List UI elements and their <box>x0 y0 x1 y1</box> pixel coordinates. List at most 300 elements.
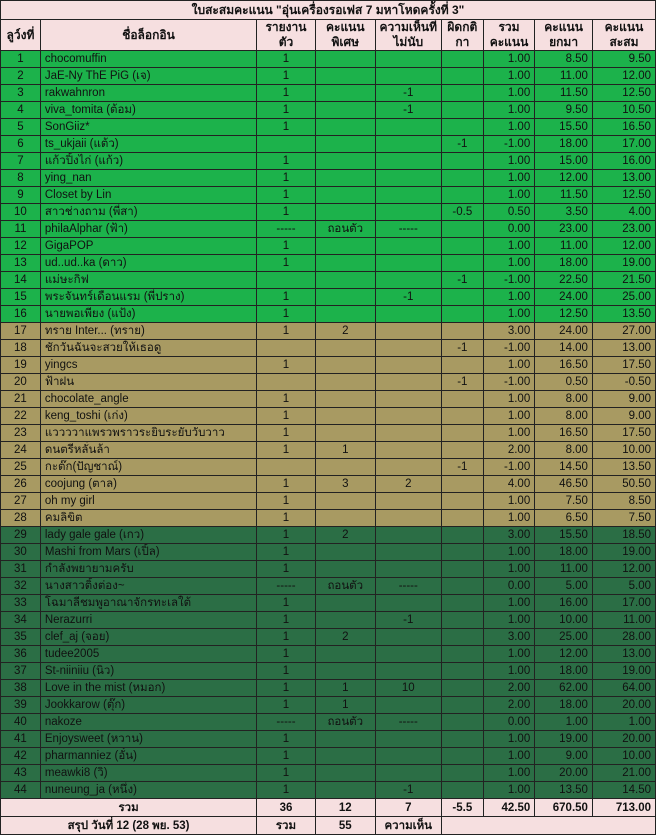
bonus-cell <box>315 306 375 323</box>
report-cell: 1 <box>257 544 316 561</box>
login-name: ฟ้าฝน <box>40 374 256 391</box>
table-row <box>1 323 656 340</box>
login-name: นางสาวติ้งต่อง~ <box>40 578 256 595</box>
login-name: yingcs <box>40 357 256 374</box>
report-cell: ----- <box>257 221 316 238</box>
table-row <box>1 765 656 782</box>
table-row <box>1 119 656 136</box>
report-cell: 1 <box>257 510 316 527</box>
carried-cell: 24.00 <box>535 323 593 340</box>
accum-cell: 10.50 <box>592 102 655 119</box>
login-name: ชักวันฉันจะสวยให้เธอดู <box>40 340 256 357</box>
report-cell: 1 <box>257 442 316 459</box>
table-row <box>1 561 656 578</box>
summary-label: สรุป วันที่ 12 (28 พย. 53) <box>1 817 257 835</box>
table-row <box>1 391 656 408</box>
report-cell: 1 <box>257 765 316 782</box>
row-number: 30 <box>1 544 41 561</box>
accum-cell: 19.00 <box>592 663 655 680</box>
report-cell <box>257 340 316 357</box>
login-name: คมลิขิต <box>40 510 256 527</box>
login-name: Enjoysweet (หวาน) <box>40 731 256 748</box>
carried-cell: 8.00 <box>535 442 593 459</box>
table-row <box>1 238 656 255</box>
penalty-cell <box>441 663 483 680</box>
bonus-cell: 2 <box>315 527 375 544</box>
total-cell: 1.00 <box>483 170 534 187</box>
row-number: 37 <box>1 663 41 680</box>
carried-cell: 18.00 <box>535 697 593 714</box>
penalty-cell <box>441 680 483 697</box>
uncounted-cell <box>375 459 441 476</box>
total-cell: -1.00 <box>483 272 534 289</box>
report-cell: 1 <box>257 306 316 323</box>
accum-cell: 20.00 <box>592 731 655 748</box>
carried-cell: 18.00 <box>535 544 593 561</box>
carried-cell: 46.50 <box>535 476 593 493</box>
uncounted-cell <box>375 391 441 408</box>
accum-cell: 50.50 <box>592 476 655 493</box>
totals-accum: 713.00 <box>592 799 655 817</box>
header-total: รวมคะแนน <box>483 20 534 51</box>
carried-cell: 1.00 <box>535 714 593 731</box>
row-number: 36 <box>1 646 41 663</box>
total-cell: 0.00 <box>483 578 534 595</box>
bonus-cell: ถอนตัว <box>315 714 375 731</box>
uncounted-cell <box>375 561 441 578</box>
carried-cell: 16.50 <box>535 357 593 374</box>
bonus-cell: 2 <box>315 629 375 646</box>
penalty-cell <box>441 476 483 493</box>
table-row <box>1 153 656 170</box>
accum-cell: 5.00 <box>592 578 655 595</box>
uncounted-cell <box>375 425 441 442</box>
accum-cell: 19.00 <box>592 255 655 272</box>
uncounted-cell: -1 <box>375 102 441 119</box>
carried-cell: 62.00 <box>535 680 593 697</box>
report-cell: 1 <box>257 289 316 306</box>
uncounted-cell <box>375 663 441 680</box>
header-penalty: ผิดกติกา <box>441 20 483 51</box>
login-name: นายพอเพียง (แป้ง) <box>40 306 256 323</box>
accum-cell: 1.00 <box>592 714 655 731</box>
penalty-cell <box>441 119 483 136</box>
total-cell: 1.00 <box>483 782 534 799</box>
row-number: 9 <box>1 187 41 204</box>
table-row <box>1 646 656 663</box>
uncounted-cell <box>375 323 441 340</box>
carried-cell: 5.00 <box>535 578 593 595</box>
bonus-cell <box>315 748 375 765</box>
login-name: กะต๊ก(ปัญชาณ์) <box>40 459 256 476</box>
uncounted-cell: -1 <box>375 289 441 306</box>
total-cell: 1.00 <box>483 102 534 119</box>
penalty-cell <box>441 629 483 646</box>
total-cell: 1.00 <box>483 255 534 272</box>
row-number: 19 <box>1 357 41 374</box>
row-number: 20 <box>1 374 41 391</box>
accum-cell: 13.00 <box>592 170 655 187</box>
penalty-cell <box>441 238 483 255</box>
total-cell: 1.00 <box>483 289 534 306</box>
penalty-cell <box>441 391 483 408</box>
penalty-cell <box>441 748 483 765</box>
row-number: 3 <box>1 85 41 102</box>
table-row <box>1 442 656 459</box>
uncounted-cell <box>375 187 441 204</box>
report-cell: 1 <box>257 646 316 663</box>
bonus-cell <box>315 255 375 272</box>
carried-cell: 12.50 <box>535 306 593 323</box>
accum-cell: 10.00 <box>592 442 655 459</box>
login-name: nakoze <box>40 714 256 731</box>
total-cell: 0.50 <box>483 204 534 221</box>
bonus-cell <box>315 102 375 119</box>
uncounted-cell <box>375 255 441 272</box>
report-cell: 1 <box>257 408 316 425</box>
accum-cell: 17.00 <box>592 595 655 612</box>
uncounted-cell <box>375 731 441 748</box>
accum-cell: 11.00 <box>592 612 655 629</box>
carried-cell: 8.50 <box>535 51 593 68</box>
penalty-cell: -1 <box>441 136 483 153</box>
login-name: keng_toshi (เก่ง) <box>40 408 256 425</box>
totals-carried: 670.50 <box>535 799 593 817</box>
total-cell: 0.00 <box>483 221 534 238</box>
total-cell: 1.00 <box>483 153 534 170</box>
penalty-cell <box>441 765 483 782</box>
total-cell: 1.00 <box>483 544 534 561</box>
accum-cell: 18.50 <box>592 527 655 544</box>
penalty-cell <box>441 595 483 612</box>
bonus-cell <box>315 731 375 748</box>
table-row <box>1 425 656 442</box>
login-name: SonGiiz* <box>40 119 256 136</box>
penalty-cell <box>441 527 483 544</box>
total-cell: 1.00 <box>483 119 534 136</box>
uncounted-cell: -1 <box>375 85 441 102</box>
carried-cell: 6.50 <box>535 510 593 527</box>
bonus-cell <box>315 561 375 578</box>
carried-cell: 19.00 <box>535 731 593 748</box>
row-number: 13 <box>1 255 41 272</box>
total-cell: 1.00 <box>483 68 534 85</box>
bonus-cell: 2 <box>315 323 375 340</box>
row-number: 2 <box>1 68 41 85</box>
penalty-cell <box>441 425 483 442</box>
accum-cell: 21.50 <box>592 272 655 289</box>
accum-cell: 16.50 <box>592 119 655 136</box>
row-number: 10 <box>1 204 41 221</box>
row-number: 33 <box>1 595 41 612</box>
row-number: 5 <box>1 119 41 136</box>
table-row <box>1 459 656 476</box>
bonus-cell: 1 <box>315 680 375 697</box>
login-name: tudee2005 <box>40 646 256 663</box>
report-cell: 1 <box>257 85 316 102</box>
penalty-cell <box>441 408 483 425</box>
sheet-title: ใบสะสมคะแนน "อุ่นเครื่องรอเฟส 7 มหาโหดครั้งที่ 3" <box>1 1 656 20</box>
report-cell: 1 <box>257 663 316 680</box>
penalty-cell <box>441 255 483 272</box>
total-cell: 1.00 <box>483 51 534 68</box>
total-cell: 2.00 <box>483 697 534 714</box>
row-number: 4 <box>1 102 41 119</box>
report-cell <box>257 374 316 391</box>
uncounted-cell <box>375 442 441 459</box>
bonus-cell <box>315 544 375 561</box>
report-cell: 1 <box>257 255 316 272</box>
report-cell: 1 <box>257 561 316 578</box>
login-name: chocolate_angle <box>40 391 256 408</box>
carried-cell: 10.00 <box>535 612 593 629</box>
carried-cell: 9.50 <box>535 102 593 119</box>
uncounted-cell <box>375 748 441 765</box>
total-cell: 1.00 <box>483 493 534 510</box>
row-number: 34 <box>1 612 41 629</box>
summary-blank <box>441 817 655 835</box>
carried-cell: 12.00 <box>535 646 593 663</box>
accum-cell: 8.50 <box>592 493 655 510</box>
table-row <box>1 714 656 731</box>
penalty-cell <box>441 221 483 238</box>
table-row <box>1 578 656 595</box>
row-number: 25 <box>1 459 41 476</box>
report-cell: 1 <box>257 731 316 748</box>
uncounted-cell: ----- <box>375 714 441 731</box>
row-number: 22 <box>1 408 41 425</box>
report-cell: ----- <box>257 714 316 731</box>
login-name: GigaPOP <box>40 238 256 255</box>
row-number: 26 <box>1 476 41 493</box>
total-cell: -1.00 <box>483 136 534 153</box>
row-number: 39 <box>1 697 41 714</box>
table-row <box>1 68 656 85</box>
total-cell: 1.00 <box>483 731 534 748</box>
penalty-cell <box>441 442 483 459</box>
penalty-cell <box>441 544 483 561</box>
carried-cell: 8.00 <box>535 391 593 408</box>
accum-cell: 23.00 <box>592 221 655 238</box>
total-cell: 1.00 <box>483 391 534 408</box>
penalty-cell <box>441 289 483 306</box>
table-row <box>1 629 656 646</box>
header-uncounted: ความเห็นที่ไม่นับ <box>375 20 441 51</box>
total-cell: 1.00 <box>483 187 534 204</box>
table-row <box>1 697 656 714</box>
penalty-cell <box>441 357 483 374</box>
report-cell: 1 <box>257 187 316 204</box>
table-row <box>1 204 656 221</box>
table-row <box>1 357 656 374</box>
uncounted-cell <box>375 374 441 391</box>
report-cell <box>257 272 316 289</box>
login-name: ying_nan <box>40 170 256 187</box>
accum-cell: 19.00 <box>592 544 655 561</box>
carried-cell: 15.50 <box>535 119 593 136</box>
report-cell: 1 <box>257 612 316 629</box>
header-no: ลูว์งที่ <box>1 20 41 51</box>
report-cell: 1 <box>257 102 316 119</box>
uncounted-cell <box>375 510 441 527</box>
bonus-cell <box>315 391 375 408</box>
bonus-cell <box>315 85 375 102</box>
total-cell: 2.00 <box>483 442 534 459</box>
uncounted-cell <box>375 527 441 544</box>
login-name: Love in the mist (หมอก) <box>40 680 256 697</box>
login-name: กำลังพยายามครับ <box>40 561 256 578</box>
bonus-cell <box>315 272 375 289</box>
row-number: 6 <box>1 136 41 153</box>
report-cell: 1 <box>257 357 316 374</box>
table-row <box>1 51 656 68</box>
login-name: แม่ษะกิฟ <box>40 272 256 289</box>
table-row <box>1 85 656 102</box>
login-name: Closet by Lin <box>40 187 256 204</box>
table-row <box>1 544 656 561</box>
uncounted-cell <box>375 119 441 136</box>
table-row <box>1 102 656 119</box>
total-cell: 1.00 <box>483 663 534 680</box>
row-number: 1 <box>1 51 41 68</box>
carried-cell: 11.00 <box>535 68 593 85</box>
accum-cell: 13.50 <box>592 306 655 323</box>
report-cell: 1 <box>257 493 316 510</box>
totals-uncounted: 7 <box>375 799 441 817</box>
carried-cell: 23.00 <box>535 221 593 238</box>
row-number: 44 <box>1 782 41 799</box>
report-cell: ----- <box>257 578 316 595</box>
carried-cell: 18.00 <box>535 663 593 680</box>
login-name: Jookkarow (ตุ๊ก) <box>40 697 256 714</box>
totals-total: 42.50 <box>483 799 534 817</box>
row-number: 43 <box>1 765 41 782</box>
bonus-cell <box>315 374 375 391</box>
total-cell: 1.00 <box>483 85 534 102</box>
totals-label: รวม <box>1 799 257 817</box>
login-name: โฉมาลีชมพูอาณาจักรทะเลใต้ <box>40 595 256 612</box>
summary-sum-value: 55 <box>315 817 375 835</box>
report-cell: 1 <box>257 153 316 170</box>
totals-row <box>1 799 656 817</box>
report-cell: 1 <box>257 238 316 255</box>
row-number: 32 <box>1 578 41 595</box>
login-name: pharmanniez (อั๋น) <box>40 748 256 765</box>
bonus-cell <box>315 357 375 374</box>
header-bonus: คะแนนพิเศษ <box>315 20 375 51</box>
header-accum: คะแนนสะสม <box>592 20 655 51</box>
uncounted-cell <box>375 697 441 714</box>
carried-cell: 11.00 <box>535 238 593 255</box>
login-name: clef_aj (จอย) <box>40 629 256 646</box>
row-number: 8 <box>1 170 41 187</box>
carried-cell: 11.00 <box>535 561 593 578</box>
row-number: 29 <box>1 527 41 544</box>
table-row <box>1 680 656 697</box>
bonus-cell <box>315 136 375 153</box>
bonus-cell: ถอนตัว <box>315 578 375 595</box>
total-cell: 1.00 <box>483 357 534 374</box>
bonus-cell: 3 <box>315 476 375 493</box>
total-cell: 2.00 <box>483 680 534 697</box>
accum-cell: 17.50 <box>592 357 655 374</box>
bonus-cell <box>315 187 375 204</box>
header-carried: คะแนนยกมา <box>535 20 593 51</box>
uncounted-cell <box>375 68 441 85</box>
bonus-cell <box>315 425 375 442</box>
login-name: coojung (ตาล) <box>40 476 256 493</box>
uncounted-cell <box>375 493 441 510</box>
total-cell: 3.00 <box>483 527 534 544</box>
uncounted-cell: 2 <box>375 476 441 493</box>
bonus-cell: 1 <box>315 697 375 714</box>
total-cell: 0.00 <box>483 714 534 731</box>
totals-bonus: 12 <box>315 799 375 817</box>
accum-cell: 16.00 <box>592 153 655 170</box>
carried-cell: 18.00 <box>535 255 593 272</box>
table-row <box>1 595 656 612</box>
bonus-cell <box>315 119 375 136</box>
accum-cell: 12.00 <box>592 68 655 85</box>
bonus-cell: 1 <box>315 442 375 459</box>
accum-cell: 9.50 <box>592 51 655 68</box>
login-name: oh my girl <box>40 493 256 510</box>
row-number: 31 <box>1 561 41 578</box>
bonus-cell <box>315 170 375 187</box>
uncounted-cell <box>375 595 441 612</box>
accum-cell: 28.00 <box>592 629 655 646</box>
penalty-cell <box>441 306 483 323</box>
total-cell: -1.00 <box>483 340 534 357</box>
login-name: ดนตรีหลั่นล้า <box>40 442 256 459</box>
table-row <box>1 493 656 510</box>
report-cell: 1 <box>257 476 316 493</box>
penalty-cell <box>441 493 483 510</box>
row-number: 12 <box>1 238 41 255</box>
uncounted-cell <box>375 765 441 782</box>
summary-sum-label: รวม <box>257 817 316 835</box>
report-cell: 1 <box>257 748 316 765</box>
penalty-cell <box>441 646 483 663</box>
uncounted-cell <box>375 238 441 255</box>
carried-cell: 12.00 <box>535 170 593 187</box>
report-cell: 1 <box>257 204 316 221</box>
row-number: 42 <box>1 748 41 765</box>
carried-cell: 0.50 <box>535 374 593 391</box>
penalty-cell <box>441 697 483 714</box>
table-row <box>1 306 656 323</box>
carried-cell: 22.50 <box>535 272 593 289</box>
login-name: Nerazurri <box>40 612 256 629</box>
uncounted-cell <box>375 629 441 646</box>
carried-cell: 15.50 <box>535 527 593 544</box>
summary-row <box>1 817 656 835</box>
totals-report: 36 <box>257 799 316 817</box>
carried-cell: 13.50 <box>535 782 593 799</box>
total-cell: 1.00 <box>483 561 534 578</box>
report-cell: 1 <box>257 68 316 85</box>
bonus-cell <box>315 493 375 510</box>
uncounted-cell: -1 <box>375 612 441 629</box>
accum-cell: 12.00 <box>592 238 655 255</box>
row-number: 27 <box>1 493 41 510</box>
login-name: rakwahnron <box>40 85 256 102</box>
report-cell: 1 <box>257 170 316 187</box>
row-number: 35 <box>1 629 41 646</box>
login-name: viva_tomita (ต้อม) <box>40 102 256 119</box>
carried-cell: 7.50 <box>535 493 593 510</box>
bonus-cell <box>315 51 375 68</box>
